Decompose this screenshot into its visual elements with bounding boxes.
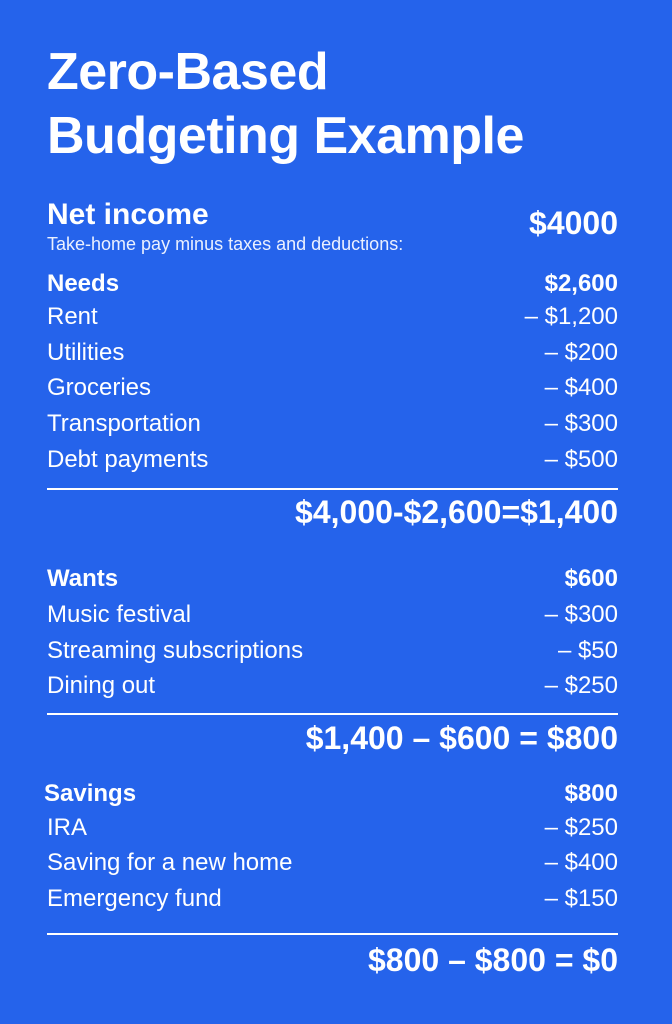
item-amount: – $200 (544, 339, 618, 366)
list-item (47, 442, 618, 478)
divider (47, 933, 618, 935)
wants-header (47, 561, 618, 597)
list-item (47, 845, 618, 881)
net-income-value: $4000 (529, 205, 618, 241)
item-amount: – $150 (544, 885, 618, 912)
item-name: Utilities (47, 339, 125, 366)
page-title (47, 40, 524, 168)
list-item (47, 335, 618, 371)
savings-formula: $800 – $800 = $0 (367, 942, 618, 978)
item-name: Emergency fund (47, 885, 222, 912)
list-item (47, 668, 618, 704)
list-item (47, 810, 618, 846)
needs-total: $2,600 (544, 270, 618, 297)
net-income-label: Net income (47, 198, 209, 231)
savings-header (44, 776, 618, 812)
wants-total: $600 (564, 565, 618, 592)
item-name: Streaming subscriptions (47, 637, 304, 664)
divider (47, 488, 618, 490)
list-item (47, 881, 618, 917)
item-amount: – $300 (544, 410, 618, 437)
list-item (47, 370, 618, 406)
item-amount: – $500 (544, 446, 618, 473)
item-name: Groceries (47, 374, 152, 401)
item-name: IRA (47, 814, 88, 841)
savings-total: $800 (564, 780, 618, 807)
title-line-2: Budgeting Example (47, 107, 524, 165)
item-amount: – $300 (544, 601, 618, 628)
item-amount: – $1,200 (524, 303, 618, 330)
item-name: Rent (47, 303, 98, 330)
needs-formula: $4,000-$2,600=$1,400 (295, 494, 618, 530)
item-name: Dining out (47, 672, 156, 699)
item-amount: – $400 (544, 849, 618, 876)
item-amount: – $250 (544, 814, 618, 841)
savings-label: Savings (44, 780, 137, 807)
item-name: Debt payments (47, 446, 209, 473)
item-amount: – $250 (544, 672, 618, 699)
item-name: Transportation (47, 410, 201, 437)
list-item (47, 299, 618, 335)
list-item (47, 633, 618, 669)
item-name: Saving for a new home (47, 849, 293, 876)
title-line-1: Zero-Based (47, 43, 329, 101)
budget-infographic (44, 0, 618, 1024)
wants-formula: $1,400 – $600 = $800 (305, 720, 618, 756)
item-name: Music festival (47, 601, 192, 628)
list-item (47, 597, 618, 633)
net-income-description: Take-home pay minus taxes and deductions: (47, 234, 404, 254)
divider (47, 713, 618, 715)
needs-header (47, 266, 618, 302)
wants-label: Wants (47, 565, 119, 592)
item-amount: – $50 (557, 637, 618, 664)
needs-label: Needs (47, 270, 120, 297)
item-amount: – $400 (544, 374, 618, 401)
list-item (47, 406, 618, 442)
